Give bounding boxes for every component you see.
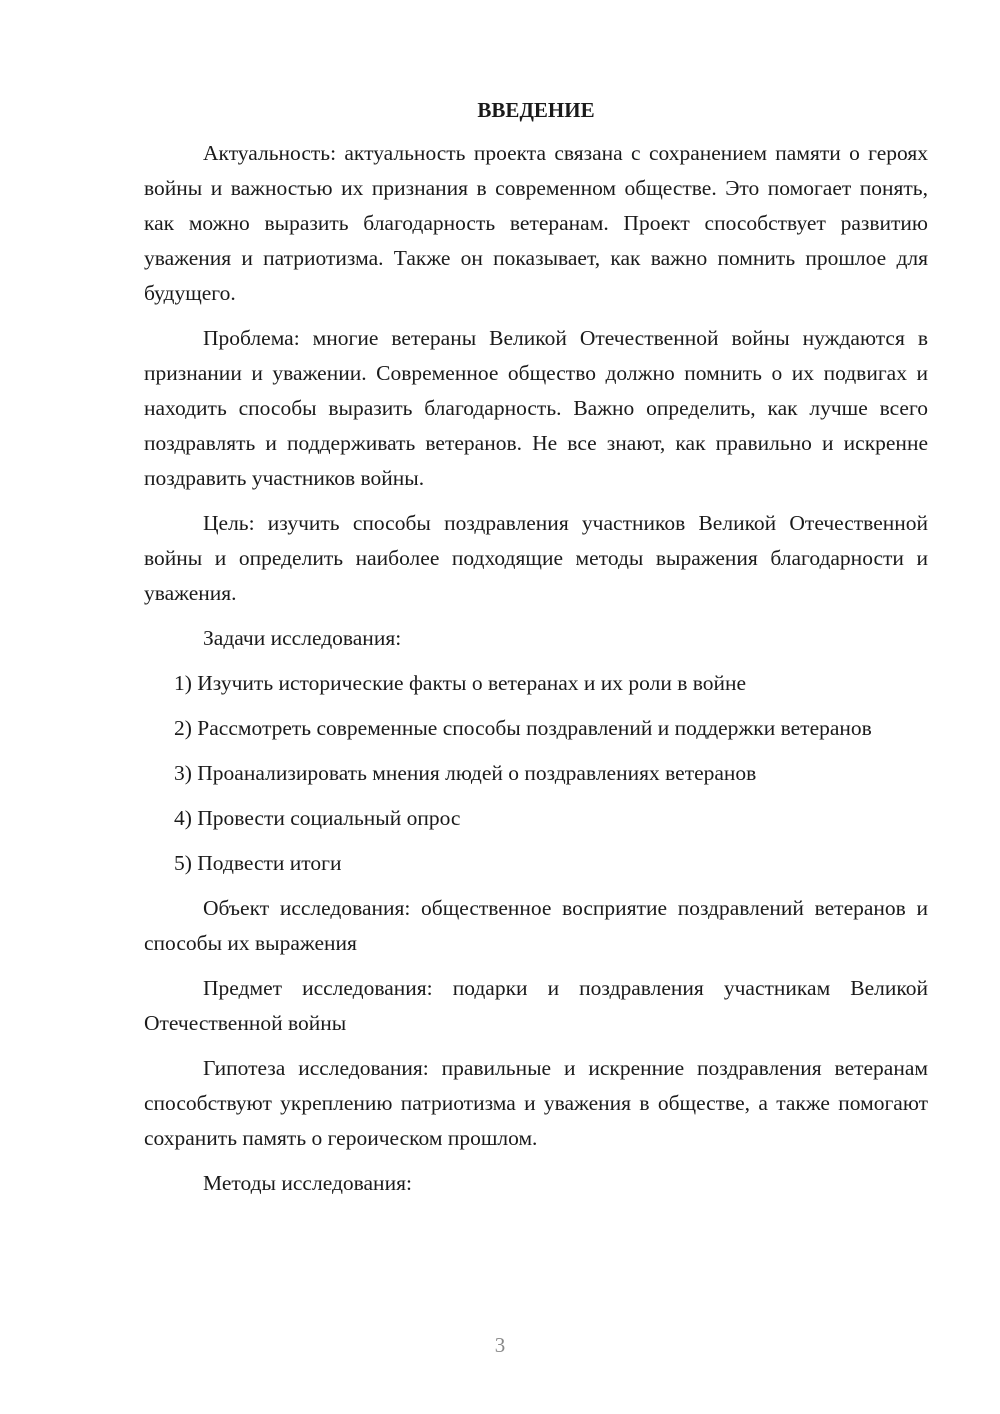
tasks-heading: Задачи исследования: — [203, 626, 402, 650]
goal-paragraph: Цель: изучить способы поздравления участников Великой Отечественной войны и определить наиболее подходящие методы выражения благодарности и уважения. — [144, 511, 928, 605]
page-number: 3 — [494, 1333, 506, 1357]
task-item-4: 4) Провести социальный опрос — [174, 806, 461, 830]
document-page — [144, 94, 928, 1211]
hypothesis-paragraph: Гипотеза исследования: правильные и искренние поздравления ветеранам способствуют укреплению патриотизма и уважения в обществе, а также помогают сохранить память о героическом прошлом. — [144, 1056, 928, 1150]
relevance-paragraph: Актуальность: актуальность проекта связана с сохранением памяти о героях войны и важностью их признания в современном обществе. Это помогает понять, как можно выразить благодарность ветеранам. Проект способствует развитию уважения и патриотизма. Также он показывает, как важно помнить прошлое для будущего. — [144, 141, 928, 305]
problem-paragraph: Проблема: многие ветераны Великой Отечественной войны нуждаются в признании и уважении. Современное общество должно помнить о их подвигах и находить способы выразить благодарность. Важно определить, как лучше всего поздравлять и поддерживать ветеранов. Не все знают, как правильно и искренне поздравить участников войны. — [144, 326, 928, 490]
subject-paragraph: Предмет исследования: подарки и поздравления участникам Великой Отечественной войны — [144, 976, 928, 1035]
task-item-3: 3) Проанализировать мнения людей о поздравлениях ветеранов — [174, 761, 757, 785]
task-item-2: 2) Рассмотреть современные способы поздравлений и поддержки ветеранов — [174, 716, 872, 740]
section-title: ВВЕДЕНИЕ — [477, 98, 595, 122]
methods-heading: Методы исследования: — [203, 1171, 412, 1195]
task-item-1: 1) Изучить исторические факты о ветеранах и их роли в войне — [174, 671, 747, 695]
object-paragraph: Объект исследования: общественное восприятие поздравлений ветеранов и способы их выражения — [144, 896, 928, 955]
task-item-5: 5) Подвести итоги — [174, 851, 342, 875]
